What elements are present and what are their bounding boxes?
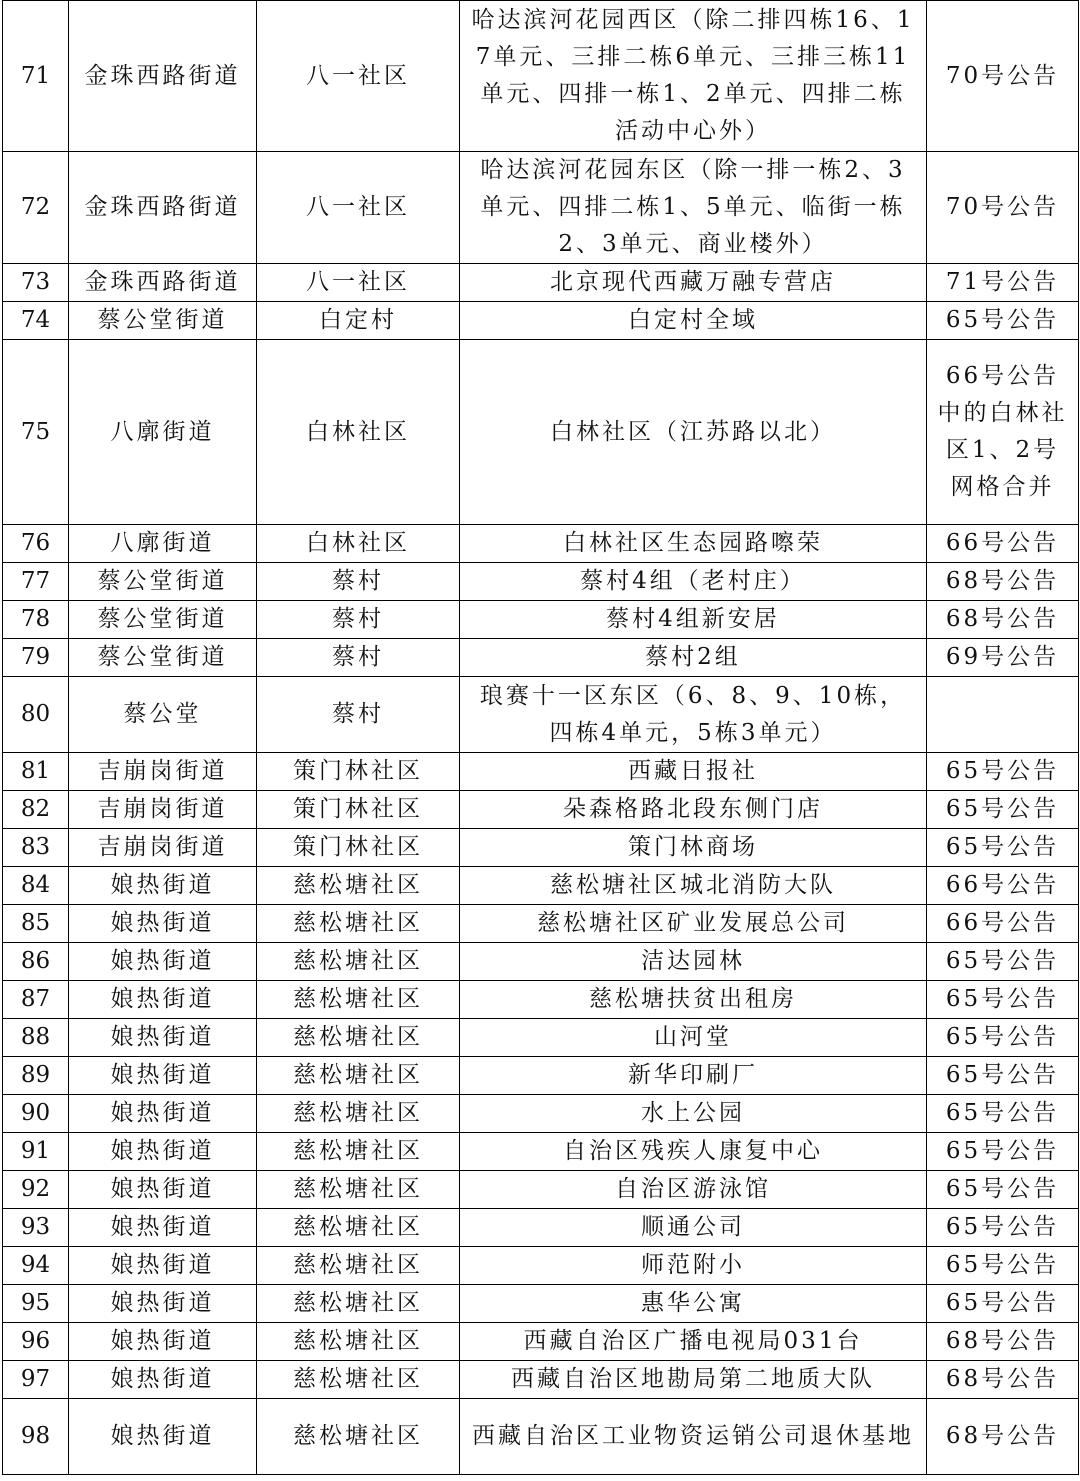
table-row (3, 1095, 1079, 1133)
community-cell: 策门林社区 (257, 791, 460, 829)
table-row (3, 943, 1079, 981)
community-cell: 蔡村 (257, 677, 460, 753)
community-cell: 慈松塘社区 (257, 981, 460, 1019)
notice-cell: 65号公告 (927, 753, 1079, 791)
area-cell: 西藏自治区地勘局第二地质大队 (460, 1361, 927, 1399)
row-number-cell: 74 (3, 302, 69, 340)
community-cell: 白定村 (257, 302, 460, 340)
row-number-cell: 85 (3, 905, 69, 943)
notice-cell: 71号公告 (927, 264, 1079, 302)
area-table (2, 0, 1079, 1475)
notice-cell: 66号公告中的白林社区1、2号网格合并 (927, 340, 1079, 525)
notice-cell: 65号公告 (927, 1209, 1079, 1247)
notice-cell: 70号公告 (927, 152, 1079, 264)
row-number-cell: 88 (3, 1019, 69, 1057)
street-cell: 娘热街道 (69, 1209, 257, 1247)
table-row (3, 829, 1079, 867)
street-cell: 娘热街道 (69, 1399, 257, 1475)
table-row (3, 1247, 1079, 1285)
street-cell: 娘热街道 (69, 1019, 257, 1057)
notice-cell: 68号公告 (927, 563, 1079, 601)
street-cell: 金珠西路街道 (69, 152, 257, 264)
row-number-cell: 94 (3, 1247, 69, 1285)
table-row (3, 1399, 1079, 1475)
table-row (3, 1285, 1079, 1323)
street-cell: 蔡公堂街道 (69, 639, 257, 677)
table-row (3, 1171, 1079, 1209)
table-row (3, 1133, 1079, 1171)
table-row (3, 753, 1079, 791)
notice-cell (927, 677, 1079, 753)
community-cell: 慈松塘社区 (257, 905, 460, 943)
row-number-cell: 92 (3, 1171, 69, 1209)
street-cell: 金珠西路街道 (69, 1, 257, 152)
table-body (3, 1, 1079, 1475)
community-cell: 慈松塘社区 (257, 1095, 460, 1133)
table-row (3, 152, 1079, 264)
community-cell: 白林社区 (257, 340, 460, 525)
street-cell: 娘热街道 (69, 1057, 257, 1095)
area-cell: 山河堂 (460, 1019, 927, 1057)
row-number-cell: 79 (3, 639, 69, 677)
street-cell: 吉崩岗街道 (69, 753, 257, 791)
table-row (3, 1057, 1079, 1095)
area-cell: 惠华公寓 (460, 1285, 927, 1323)
notice-cell: 65号公告 (927, 1247, 1079, 1285)
table-row (3, 867, 1079, 905)
street-cell: 蔡公堂 (69, 677, 257, 753)
area-cell: 西藏自治区工业物资运销公司退休基地 (460, 1399, 927, 1475)
street-cell: 娘热街道 (69, 1247, 257, 1285)
area-cell: 蔡村2组 (460, 639, 927, 677)
row-number-cell: 96 (3, 1323, 69, 1361)
row-number-cell: 86 (3, 943, 69, 981)
community-cell: 慈松塘社区 (257, 867, 460, 905)
row-number-cell: 77 (3, 563, 69, 601)
area-cell: 蔡村4组（老村庄） (460, 563, 927, 601)
row-number-cell: 95 (3, 1285, 69, 1323)
table-row (3, 601, 1079, 639)
row-number-cell: 73 (3, 264, 69, 302)
area-cell: 策门林商场 (460, 829, 927, 867)
row-number-cell: 72 (3, 152, 69, 264)
row-number-cell: 90 (3, 1095, 69, 1133)
row-number-cell: 89 (3, 1057, 69, 1095)
notice-cell: 66号公告 (927, 525, 1079, 563)
street-cell: 八廓街道 (69, 525, 257, 563)
area-cell: 白林社区（江苏路以北） (460, 340, 927, 525)
area-cell: 西藏自治区广播电视局031台 (460, 1323, 927, 1361)
community-cell: 慈松塘社区 (257, 1209, 460, 1247)
area-cell: 哈达滨河花园东区（除一排一栋2、3单元、四排二栋1、5单元、临街一栋2、3单元、商业楼外） (460, 152, 927, 264)
area-cell: 白定村全域 (460, 302, 927, 340)
notice-cell: 65号公告 (927, 943, 1079, 981)
notice-cell: 69号公告 (927, 639, 1079, 677)
notice-cell: 65号公告 (927, 1285, 1079, 1323)
street-cell: 娘热街道 (69, 867, 257, 905)
community-cell: 白林社区 (257, 525, 460, 563)
table-row (3, 563, 1079, 601)
area-cell: 师范附小 (460, 1247, 927, 1285)
community-cell: 慈松塘社区 (257, 1323, 460, 1361)
table-row (3, 1361, 1079, 1399)
area-cell: 慈松塘社区矿业发展总公司 (460, 905, 927, 943)
street-cell: 娘热街道 (69, 1171, 257, 1209)
table-row (3, 677, 1079, 753)
area-cell: 朵森格路北段东侧门店 (460, 791, 927, 829)
table-row (3, 1209, 1079, 1247)
street-cell: 八廓街道 (69, 340, 257, 525)
table-row (3, 1323, 1079, 1361)
area-cell: 顺通公司 (460, 1209, 927, 1247)
notice-cell: 65号公告 (927, 791, 1079, 829)
notice-cell: 68号公告 (927, 1399, 1079, 1475)
notice-cell: 68号公告 (927, 601, 1079, 639)
community-cell: 慈松塘社区 (257, 943, 460, 981)
row-number-cell: 84 (3, 867, 69, 905)
table-row (3, 905, 1079, 943)
notice-cell: 65号公告 (927, 1057, 1079, 1095)
table-row (3, 639, 1079, 677)
community-cell: 慈松塘社区 (257, 1285, 460, 1323)
notice-cell: 65号公告 (927, 302, 1079, 340)
notice-cell: 66号公告 (927, 905, 1079, 943)
community-cell: 策门林社区 (257, 753, 460, 791)
notice-cell: 65号公告 (927, 981, 1079, 1019)
area-cell: 洁达园林 (460, 943, 927, 981)
community-cell: 慈松塘社区 (257, 1361, 460, 1399)
row-number-cell: 87 (3, 981, 69, 1019)
street-cell: 娘热街道 (69, 1133, 257, 1171)
table-row (3, 1, 1079, 152)
row-number-cell: 75 (3, 340, 69, 525)
street-cell: 娘热街道 (69, 905, 257, 943)
notice-cell: 68号公告 (927, 1323, 1079, 1361)
area-cell: 自治区残疾人康复中心 (460, 1133, 927, 1171)
table-row (3, 302, 1079, 340)
notice-cell: 66号公告 (927, 867, 1079, 905)
table-row (3, 791, 1079, 829)
row-number-cell: 98 (3, 1399, 69, 1475)
area-cell: 白林社区生态园路嚓荣 (460, 525, 927, 563)
street-cell: 娘热街道 (69, 1285, 257, 1323)
table-row (3, 981, 1079, 1019)
notice-cell: 70号公告 (927, 1, 1079, 152)
notice-cell: 65号公告 (927, 829, 1079, 867)
street-cell: 蔡公堂街道 (69, 563, 257, 601)
row-number-cell: 71 (3, 1, 69, 152)
area-cell: 慈松塘扶贫出租房 (460, 981, 927, 1019)
street-cell: 娘热街道 (69, 1095, 257, 1133)
street-cell: 吉崩岗街道 (69, 791, 257, 829)
row-number-cell: 78 (3, 601, 69, 639)
notice-cell: 65号公告 (927, 1171, 1079, 1209)
row-number-cell: 83 (3, 829, 69, 867)
row-number-cell: 82 (3, 791, 69, 829)
area-cell: 蔡村4组新安居 (460, 601, 927, 639)
community-cell: 慈松塘社区 (257, 1247, 460, 1285)
area-cell: 自治区游泳馆 (460, 1171, 927, 1209)
community-cell: 策门林社区 (257, 829, 460, 867)
notice-cell: 68号公告 (927, 1361, 1079, 1399)
community-cell: 蔡村 (257, 639, 460, 677)
street-cell: 吉崩岗街道 (69, 829, 257, 867)
table-row (3, 340, 1079, 525)
street-cell: 金珠西路街道 (69, 264, 257, 302)
street-cell: 蔡公堂街道 (69, 601, 257, 639)
area-cell: 慈松塘社区城北消防大队 (460, 867, 927, 905)
notice-cell: 65号公告 (927, 1095, 1079, 1133)
street-cell: 娘热街道 (69, 1361, 257, 1399)
area-cell: 琅赛十一区东区（6、8、9、10栋，四栋4单元，5栋3单元） (460, 677, 927, 753)
community-cell: 八一社区 (257, 1, 460, 152)
row-number-cell: 93 (3, 1209, 69, 1247)
area-cell: 西藏日报社 (460, 753, 927, 791)
community-cell: 慈松塘社区 (257, 1057, 460, 1095)
row-number-cell: 97 (3, 1361, 69, 1399)
community-cell: 蔡村 (257, 563, 460, 601)
street-cell: 娘热街道 (69, 981, 257, 1019)
community-cell: 慈松塘社区 (257, 1133, 460, 1171)
notice-cell: 65号公告 (927, 1133, 1079, 1171)
area-cell: 北京现代西藏万融专营店 (460, 264, 927, 302)
row-number-cell: 81 (3, 753, 69, 791)
table-row (3, 525, 1079, 563)
table-row (3, 1019, 1079, 1057)
area-cell: 哈达滨河花园西区（除二排四栋16、17单元、三排二栋6单元、三排三栋11单元、四排一栋1、2单元、四排二栋活动中心外） (460, 1, 927, 152)
row-number-cell: 76 (3, 525, 69, 563)
community-cell: 慈松塘社区 (257, 1171, 460, 1209)
area-cell: 新华印刷厂 (460, 1057, 927, 1095)
row-number-cell: 80 (3, 677, 69, 753)
community-cell: 八一社区 (257, 152, 460, 264)
community-cell: 八一社区 (257, 264, 460, 302)
street-cell: 蔡公堂街道 (69, 302, 257, 340)
area-cell: 水上公园 (460, 1095, 927, 1133)
street-cell: 娘热街道 (69, 943, 257, 981)
table-row (3, 264, 1079, 302)
community-cell: 蔡村 (257, 601, 460, 639)
community-cell: 慈松塘社区 (257, 1019, 460, 1057)
row-number-cell: 91 (3, 1133, 69, 1171)
community-cell: 慈松塘社区 (257, 1399, 460, 1475)
street-cell: 娘热街道 (69, 1323, 257, 1361)
notice-cell: 65号公告 (927, 1019, 1079, 1057)
